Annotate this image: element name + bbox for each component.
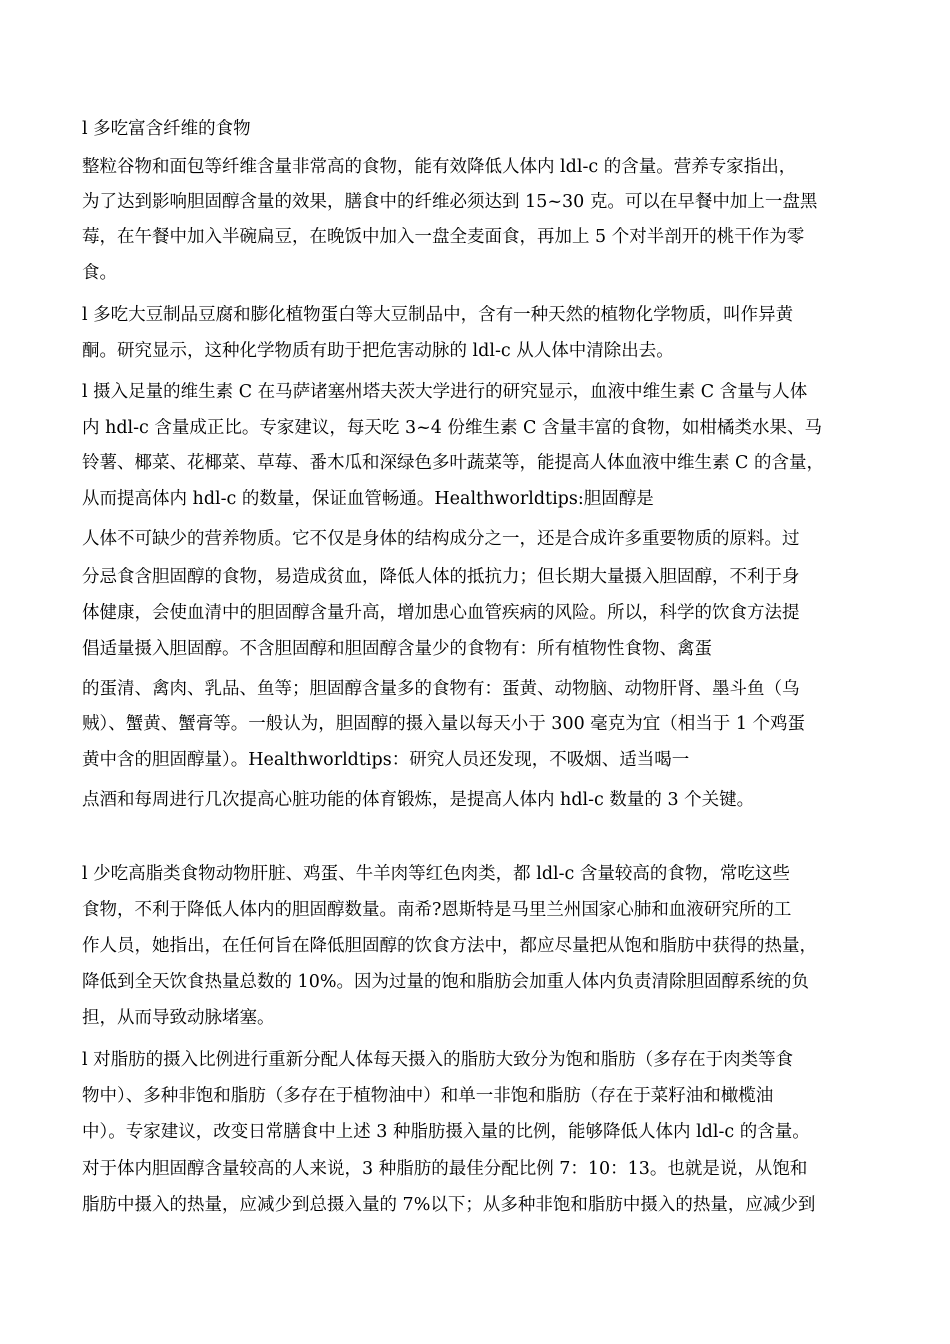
text-line: 食物，不利于降低人体内的胆固醇数量。南希?恩斯特是马里兰州国家心肺和血液研究所的工 bbox=[82, 900, 792, 920]
text-line: 食。 bbox=[82, 263, 117, 283]
text-line: 对于体内胆固醇含量较高的人来说，3 种脂肪的最佳分配比例 7：10：13。也就是说，从饱和 bbox=[82, 1159, 808, 1179]
text-line: 为了达到影响胆固醇含量的效果，膳食中的纤维必须达到 15~30 克。可以在早餐中加上一盘黑 bbox=[82, 192, 818, 212]
text-line: l 摄入足量的维生素 C 在马萨诸塞州塔夫茨大学进行的研究显示，血液中维生素 C 含量与人体 bbox=[82, 382, 808, 402]
text-line: 中）。专家建议，改变日常膳食中上述 3 种脂肪摄入量的比例，能够降低人体内 ldl-c 的含量。 bbox=[82, 1122, 810, 1142]
text-line: 倡适量摄入胆固醇。不含胆固醇和胆固醇含量少的食物有：所有植物性食物、禽蛋 bbox=[82, 639, 712, 659]
text-line: 脂肪中摄入的热量，应减少到总摄入量的 7%以下；从多种非饱和脂肪中摄入的热量，应减少到 bbox=[82, 1195, 816, 1215]
text-line: 酮。研究显示，这种化学物质有助于把危害动脉的 ldl-c 从人体中清除出去。 bbox=[82, 341, 674, 361]
text-line: l 对脂肪的摄入比例进行重新分配人体每天摄入的脂肪大致分为饱和脂肪（多存在于肉类等食 bbox=[82, 1050, 794, 1070]
text-line: 降低到全天饮食热量总数的 10%。因为过量的饱和脂肪会加重人体内负责清除胆固醇系统的负 bbox=[82, 972, 809, 992]
text-line: l 少吃高脂类食物动物肝脏、鸡蛋、牛羊肉等红色肉类，都 ldl-c 含量较高的食物，常吃这些 bbox=[82, 864, 790, 884]
text-line: 担，从而导致动脉堵塞。 bbox=[82, 1008, 275, 1028]
text-line: 铃薯、椰菜、花椰菜、草莓、番木瓜和深绿色多叶蔬菜等，能提高人体血液中维生素 C 的含量， bbox=[82, 453, 825, 473]
text-line: 作人员，她指出，在任何旨在降低胆固醇的饮食方法中，都应尽量把从饱和脂肪中获得的热量， bbox=[82, 936, 817, 956]
text-line: 体健康，会使血清中的胆固醇含量升高，增加患心血管疾病的风险。所以，科学的饮食方法提 bbox=[82, 603, 800, 623]
text-line: 贼）、蟹黄、蟹膏等。一般认为，胆固醇的摄入量以每天小于 300 毫克为宜（相当于 1 个鸡蛋 bbox=[82, 714, 806, 734]
text-line: 内 hdl-c 含量成正比。专家建议，每天吃 3~4 份维生素 C 含量丰富的食物，如柑橘类水果、马 bbox=[82, 418, 822, 438]
text-line: 点酒和每周进行几次提高心脏功能的体育锻炼，是提高人体内 hdl-c 数量的 3 个关键。 bbox=[82, 790, 755, 810]
text-line: 从而提高体内 hdl-c 的数量，保证血管畅通。Healthworldtips:胆固醇是 bbox=[82, 489, 654, 509]
text-line: 分忌食含胆固醇的食物，易造成贫血，降低人体的抵抗力；但长期大量摄入胆固醇，不利于身 bbox=[82, 567, 800, 587]
text-line: 整粒谷物和面包等纤维含量非常高的食物，能有效降低人体内 ldl-c 的含量。营养专家指出， bbox=[82, 157, 797, 177]
text-line: 人体不可缺少的营养物质。它不仅是身体的结构成分之一，还是合成许多重要物质的原料。过 bbox=[82, 529, 800, 549]
text-line: l 多吃大豆制品豆腐和膨化植物蛋白等大豆制品中，含有一种天然的植物化学物质，叫作异黄 bbox=[82, 305, 794, 325]
text-line: 莓，在午餐中加入半碗扁豆，在晚饭中加入一盘全麦面食，再加上 5 个对半剖开的桃干作为零 bbox=[82, 227, 805, 247]
text-line: 黄中含的胆固醇量）。Healthworldtips：研究人员还发现，不吸烟、适当喝一 bbox=[82, 750, 690, 770]
text-line: 的蛋清、禽肉、乳品、鱼等；胆固醇含量多的食物有：蛋黄、动物脑、动物肝肾、墨斗鱼（乌 bbox=[82, 679, 800, 699]
text-line: l 多吃富含纤维的食物 bbox=[82, 119, 251, 139]
text-line: 物中）、多种非饱和脂肪（多存在于植物油中）和单一非饱和脂肪（存在于菜籽油和橄榄油 bbox=[82, 1086, 774, 1106]
